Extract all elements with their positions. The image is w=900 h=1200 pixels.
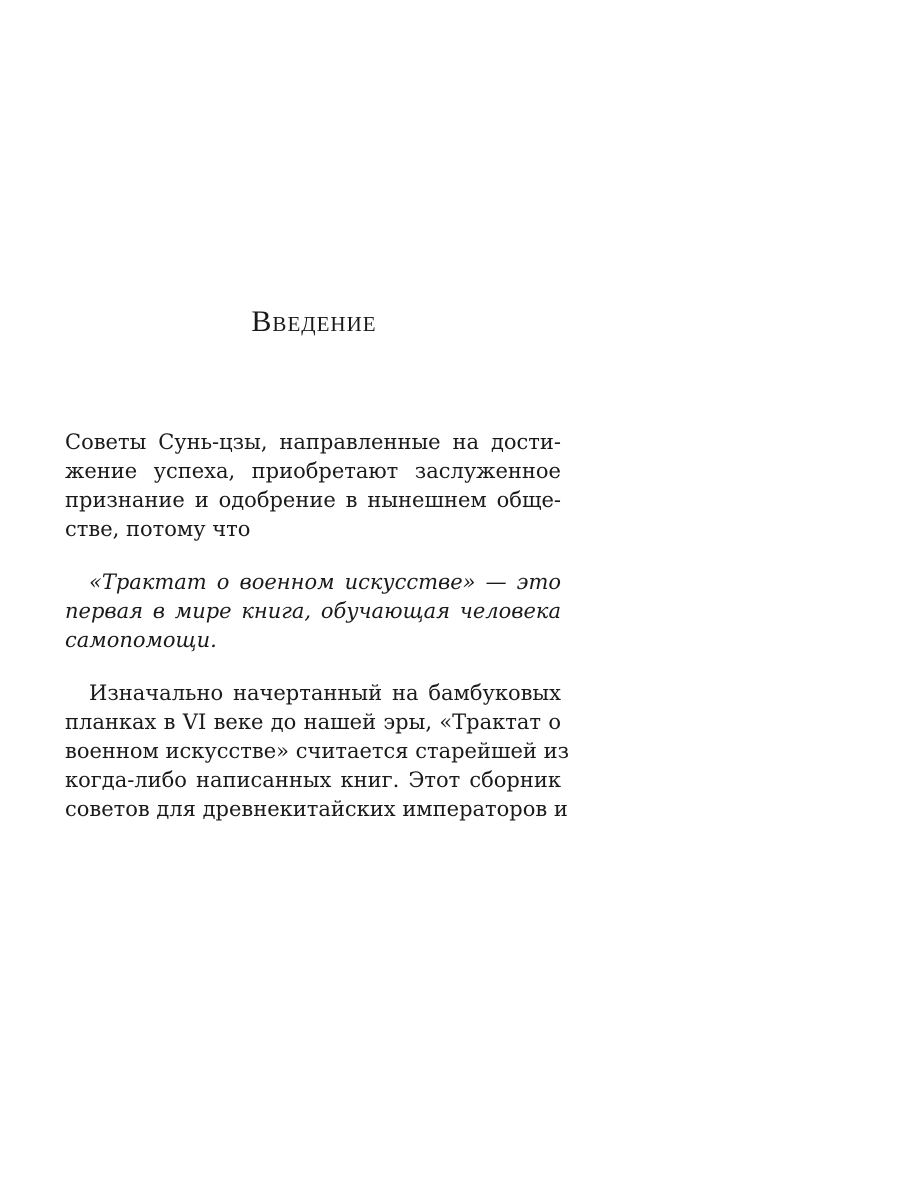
paragraph-1 <box>65 428 561 544</box>
paragraph-2 <box>65 679 570 824</box>
quote-line: «Трактат о военном искусстве» — это <box>89 570 561 594</box>
chapter-title: Введение <box>251 305 377 338</box>
paragraph-2-line: когда-либо написанных книг. Этот сборник <box>65 768 561 792</box>
highlighted-quote <box>65 568 561 655</box>
paragraph-1-line: жение успеха, приобретают заслуженное <box>65 459 561 483</box>
paragraph-1-line: стве, потому что <box>65 517 251 541</box>
paragraph-1-line: Советы Сунь-цзы, направленные на дости- <box>65 430 561 454</box>
paragraph-2-line: Изначально начертанный на бамбуковых <box>89 681 561 705</box>
quote-line: первая в мире книга, обучающая человека <box>65 599 561 623</box>
paragraph-1-line: признание и одобрение в нынешнем обще- <box>65 488 561 512</box>
paragraph-2-line: планках в VI веке до нашей эры, «Трактат о <box>65 710 561 734</box>
paragraph-2-line: советов для древнекитайских императоров и <box>65 797 568 821</box>
paragraph-2-line: военном искусстве» считается старейшей из <box>65 739 570 763</box>
quote-line: самопомощи. <box>65 628 217 652</box>
